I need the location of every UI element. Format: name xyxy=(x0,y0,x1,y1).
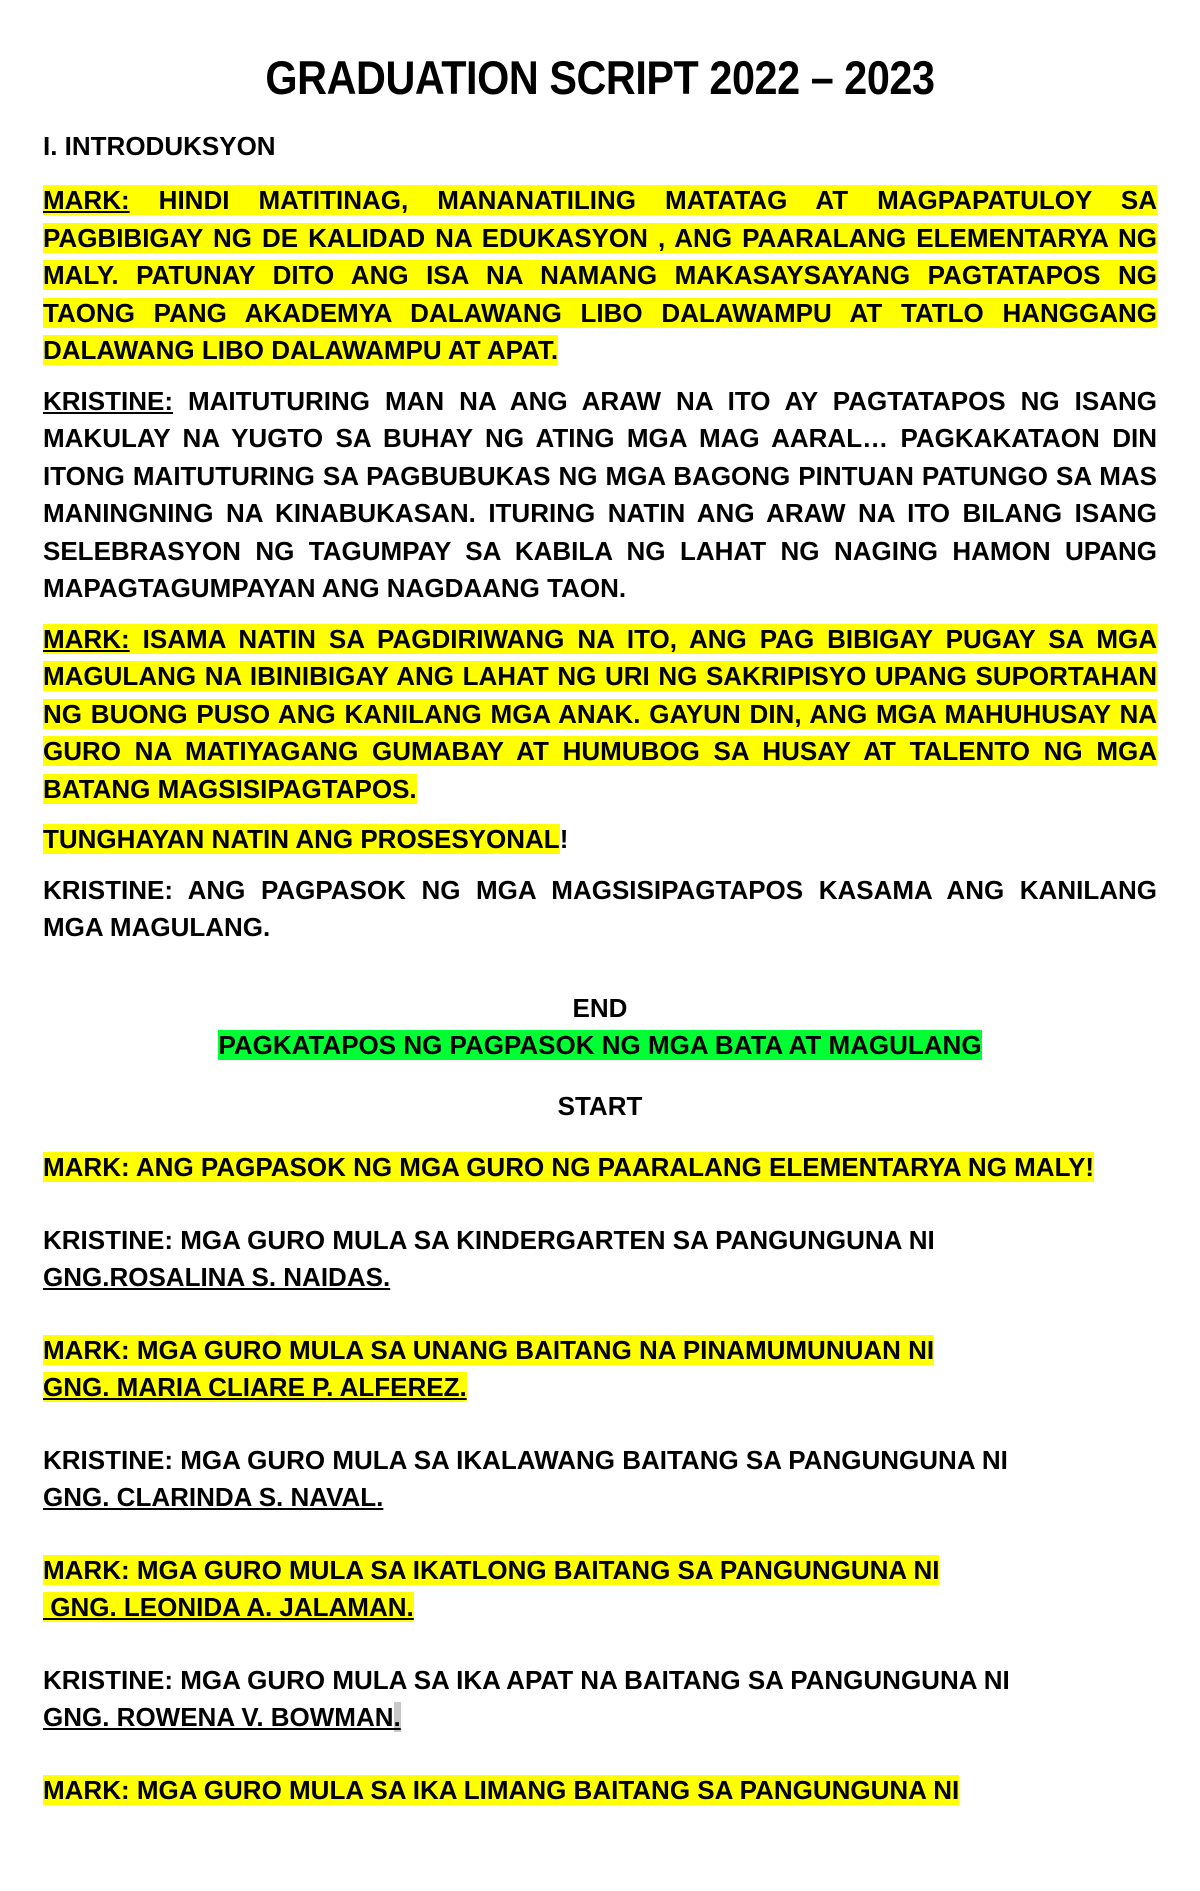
page-title: GRADUATION SCRIPT 2022 – 2023 xyxy=(265,51,935,104)
paragraph-text: HINDI MATITINAG, MANANATILING MATATAG AT MAGPAPATULOY SA PAGBIBIGAY NG DE KALIDAD NA EDUKASYON , ANG PAARALANG ELEMENTARYA NG MALY. PATUNAY DITO ANG ISA NA NAMANG MAKASAYSAYANG PAGTATAPOS NG TAONG PANG AKADEMYA DALAWANG LIBO DALAWAMPU AT TATLO HANGGANG DALAWANG LIBO DALAWAMPU AT APAT. xyxy=(43,185,1157,365)
teacher-entry-0: KRISTINE: MGA GURO MULA SA KINDERGARTEN SA PANGUNGUNA NI GNG.ROSALINA S. NAIDAS. xyxy=(43,1224,935,1292)
mark-intro: MARK: ANG PAGPASOK NG MGA GURO NG PAARALANG ELEMENTARYA NG MALY! xyxy=(43,1151,1095,1182)
teacher-entry-1: MARK: MGA GURO MULA SA UNANG BAITANG NA PINAMUMUNUAN NI GNG. MARIA CLIARE P. ALFEREZ. xyxy=(43,1334,935,1402)
paragraph-text: TUNGHAYAN NATIN ANG PROSESYONAL xyxy=(43,824,560,854)
end-note-wrapper xyxy=(43,1027,1157,1064)
speaker-label: MARK: xyxy=(43,623,130,654)
section-heading: I. INTRODUKSYON xyxy=(43,131,276,161)
teacher-entry-5: MARK: MGA GURO MULA SA IKA LIMANG BAITANG SA PANGUNGUNA NI xyxy=(43,1774,960,1805)
paragraph-tail: ! xyxy=(559,824,569,854)
paragraph-text: KRISTINE: ANG PAGPASOK NG MGA MAGSISIPAGTAPOS KASAMA ANG KANILANG MGA MAGULANG. xyxy=(43,874,1157,942)
end-label: END xyxy=(572,992,628,1023)
paragraph-prosesyonal xyxy=(43,821,1157,859)
start-label: START xyxy=(557,1090,643,1121)
teacher-entry-3: MARK: MGA GURO MULA SA IKATLONG BAITANG SA PANGUNGUNA NI GNG. LEONIDA A. JALAMAN. xyxy=(43,1554,940,1622)
paragraph-mark-2 xyxy=(43,621,1157,809)
speaker-label: MARK: xyxy=(43,185,130,215)
teacher-entry-2: KRISTINE: MGA GURO MULA SA IKALAWANG BAITANG SA PANGUNGUNA NI GNG. CLARINDA S. NAVAL. xyxy=(43,1444,1008,1512)
paragraph-mark-1 xyxy=(43,182,1157,370)
paragraph-kristine-2 xyxy=(43,872,1157,947)
teacher-entry-4: KRISTINE: MGA GURO MULA SA IKA APAT NA BAITANG SA PANGUNGUNA NI GNG. ROWENA V. BOWMAN. xyxy=(43,1664,1010,1732)
end-note: PAGKATAPOS NG PAGPASOK NG MGA BATA AT MAGULANG xyxy=(218,1029,982,1060)
paragraph-text: MAITUTURING MAN NA ANG ARAW NA ITO AY PAGTATAPOS NG ISANG MAKULAY NA YUGTO SA BUHAY NG ATING MGA MAG AARAL… PAGKAKATAON DIN ITONG MAITUTURING SA PAGBUBUKAS NG MGA BAGONG PINTUAN PATUNGO SA MAS MANINGNING NA KINABUKASAN. ITURING NATIN ANG ARAW NA ITO BILANG ISANG SELEBRASYON NG TAGUMPAY SA KABILA NG LAHAT NG NAGING HAMON UPANG MAPAGTAGUMPAYAN ANG NAGDAANG TAON. xyxy=(43,385,1157,603)
paragraph-text: ISAMA NATIN SA PAGDIRIWANG NA ITO, ANG PAG BIBIGAY PUGAY SA MGA MAGULANG NA IBINIBIGAY ANG LAHAT NG URI NG SAKRIPISYO UPANG SUPORTAHAN NG BUONG PUSO ANG KANILANG MGA ANAK. GAYUN DIN, ANG MGA MAHUHUSAY NA GURO NA MATIYAGANG GUMABAY AT HUMUBOG SA HUSAY AT TALENTO NG MGA BATANG MAGSISIPAGTAPOS. xyxy=(43,623,1157,804)
speaker-label: KRISTINE: xyxy=(43,385,173,416)
paragraph-kristine-1 xyxy=(43,383,1157,608)
